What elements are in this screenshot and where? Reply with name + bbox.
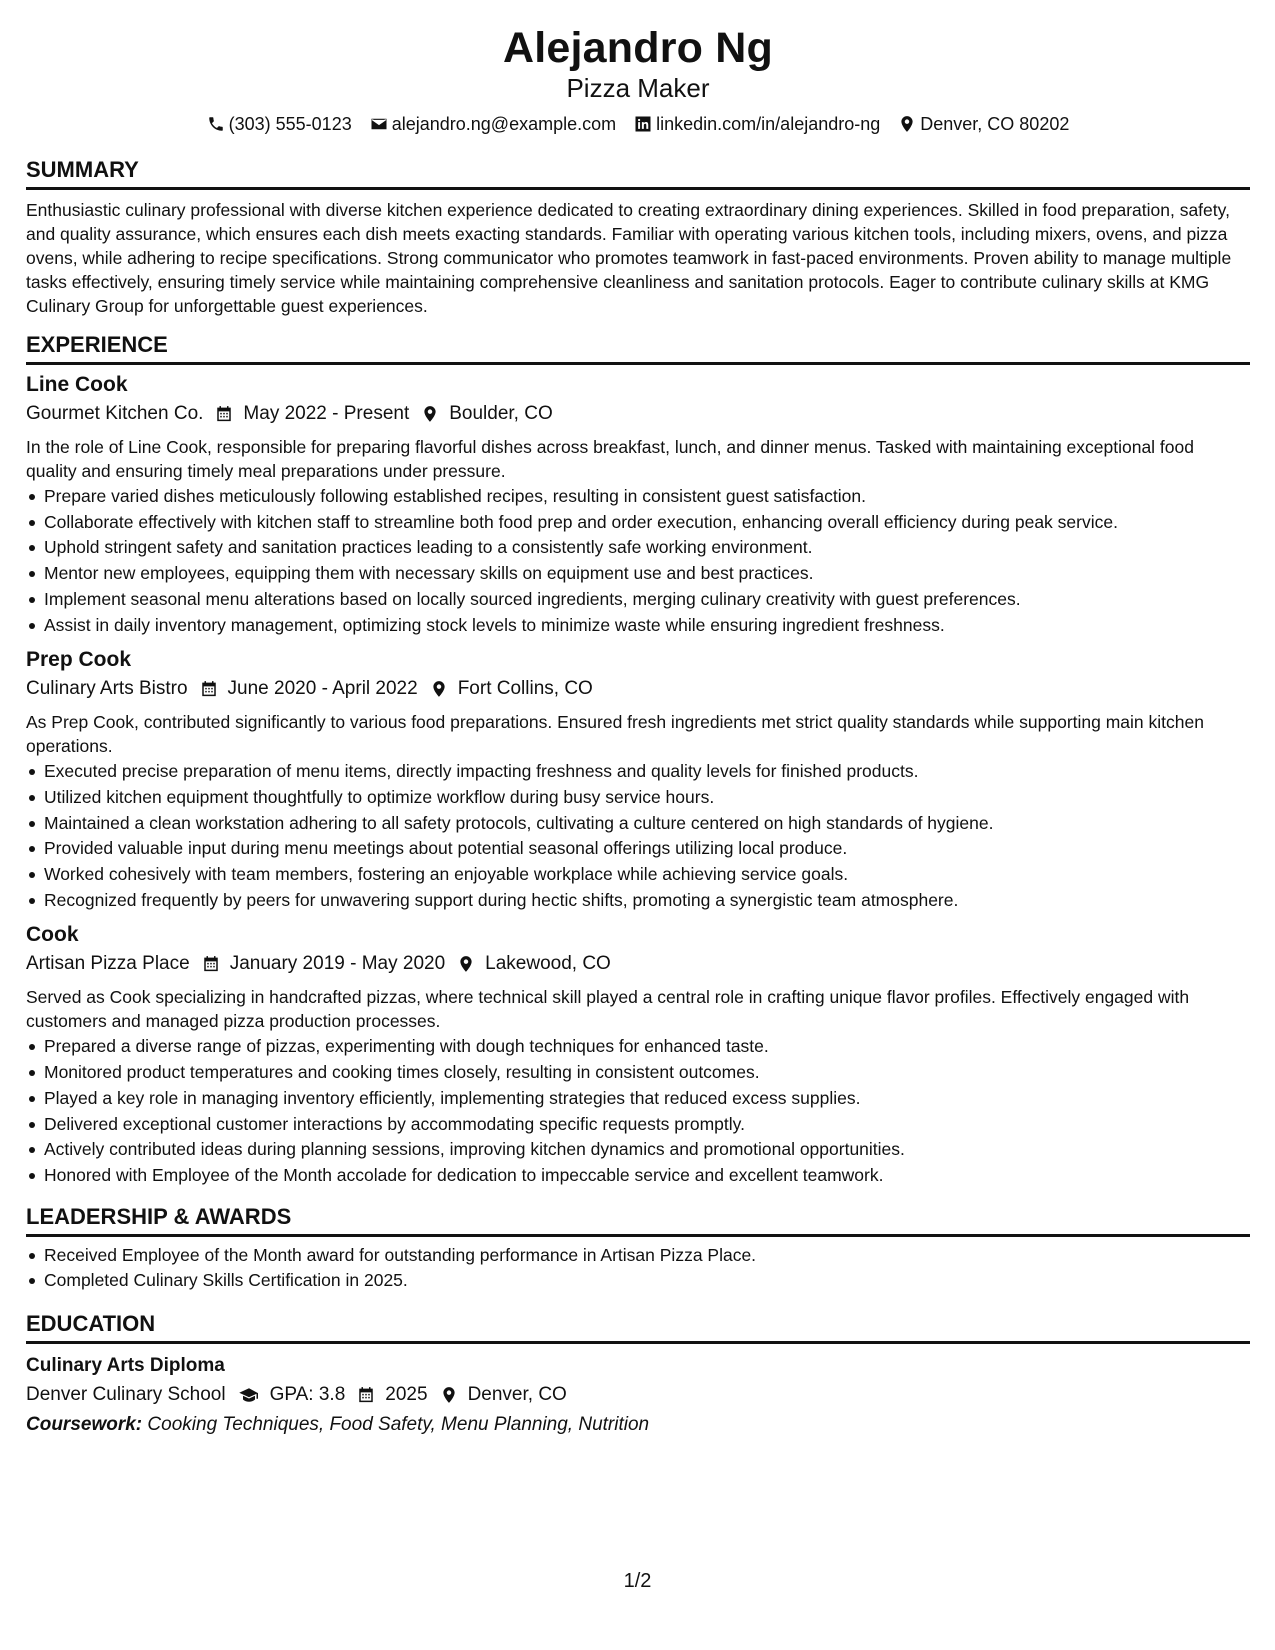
job-dates: [215, 399, 409, 429]
envelope-icon: [370, 115, 388, 133]
list-item: Provided valuable input during menu meetings about potential seasonal offerings utilizing local produce.: [26, 836, 1250, 862]
coursework-label: Coursework:: [26, 1414, 143, 1436]
calendar-icon: [202, 955, 220, 973]
list-item: Executed precise preparation of menu items, directly impacting freshness and quality levels for finished products.: [26, 759, 1250, 785]
leadership-bullets: [26, 1243, 1250, 1294]
contact-bar: [26, 112, 1250, 136]
phone-icon: [207, 115, 225, 133]
education-school: Denver Culinary School: [26, 1384, 226, 1406]
contact-phone[interactable]: [207, 112, 352, 136]
map-pin-icon: [440, 1386, 458, 1404]
section-title-experience: EXPERIENCE: [26, 331, 1250, 365]
list-item: Honored with Employee of the Month accolade for dedication to impeccable service and excellent teamwork.: [26, 1163, 1250, 1189]
contact-phone-text: (303) 555-0123: [228, 114, 352, 134]
section-title-summary: SUMMARY: [26, 156, 1250, 190]
calendar-icon: [215, 405, 233, 423]
job-dates-text: January 2019 - May 2020: [229, 953, 446, 975]
page-number: 1/2: [623, 1570, 652, 1592]
map-pin-icon: [898, 115, 916, 133]
list-item: Monitored product temperatures and cooking times closely, resulting in consistent outcomes.: [26, 1060, 1250, 1086]
list-item: Delivered exceptional customer interactions by accommodating specific requests promptly.: [26, 1112, 1250, 1138]
job-company: Culinary Arts Bistro: [26, 678, 188, 700]
job-title: Cook: [26, 923, 79, 947]
job-location: [421, 399, 553, 429]
job-dates-text: May 2022 - Present: [243, 403, 410, 424]
job-entry: [26, 921, 1250, 1188]
graduation-cap-icon: [238, 1386, 260, 1404]
list-item: Played a key role in managing inventory efficiently, implementing strategies that reduced excess supplies.: [26, 1086, 1250, 1112]
education-year: [357, 1380, 427, 1410]
education-year-text: 2025: [385, 1384, 428, 1406]
contact-email-text: alejandro.ng@example.com: [391, 114, 617, 134]
job-dates: [202, 949, 445, 979]
list-item: Mentor new employees, equipping them with necessary skills on equipment use and best practices.: [26, 561, 1250, 587]
education-meta: [26, 1380, 1250, 1410]
job-entry: [26, 371, 1250, 638]
list-item: Utilized kitchen equipment thoughtfully to optimize workflow during busy service hours.: [26, 785, 1250, 811]
education-degree: Culinary Arts Diploma: [26, 1355, 225, 1377]
list-item: Recognized frequently by peers for unwavering support during hectic shifts, promoting a synergistic team atmosphere.: [26, 888, 1250, 914]
job-location: [457, 949, 611, 979]
contact-location-text: Denver, CO 80202: [920, 114, 1070, 134]
experience-section: [26, 331, 1250, 1189]
job-meta: [26, 399, 1250, 429]
job-description: In the role of Line Cook, responsible for preparing flavorful dishes across breakfast, lunch, and dinner menus. Tasked with maintaining exceptional food quality and ensuring timely meal preparations under pressure.: [26, 437, 1194, 481]
list-item: Worked cohesively with team members, fostering an enjoyable workplace while achieving service goals.: [26, 862, 1250, 888]
education-coursework: [26, 1410, 1250, 1440]
job-company: Gourmet Kitchen Co.: [26, 403, 204, 424]
job-bullets: [26, 484, 1250, 638]
contact-linkedin-text: linkedin.com/in/alejandro-ng: [656, 114, 881, 134]
job-dates: [200, 674, 418, 704]
job-location: [430, 674, 593, 704]
list-item: Uphold stringent safety and sanitation practices leading to a consistently safe working environment.: [26, 535, 1250, 561]
map-pin-icon: [457, 955, 475, 973]
resume-page: [26, 0, 1250, 1650]
calendar-icon: [200, 680, 218, 698]
linkedin-icon: [634, 115, 652, 133]
list-item: Implement seasonal menu alterations based on locally sourced ingredients, merging culinary creativity with guest preferences.: [26, 587, 1250, 613]
job-description: As Prep Cook, contributed significantly to various food preparations. Ensured fresh ingredients met strict quality standards while supporting main kitchen operations.: [26, 712, 1204, 757]
job-bullets: [26, 759, 1250, 913]
list-item: Collaborate effectively with kitchen staff to streamline both food prep and order execution, enhancing overall efficiency during peak service.: [26, 510, 1250, 536]
resume-header: [26, 0, 1250, 136]
job-description: Served as Cook specializing in handcrafted pizzas, where technical skill played a central role in crafting unique flavor profiles. Effectively engaged with customers and managed pizza production processes.: [26, 987, 1190, 1032]
list-item: Actively contributed ideas during planning sessions, improving kitchen dynamics and promotional opportunities.: [26, 1137, 1250, 1163]
job-location-text: Fort Collins, CO: [457, 678, 593, 700]
job-location-text: Lakewood, CO: [485, 953, 611, 975]
job-entry: [26, 646, 1250, 913]
coursework-list: Cooking Techniques, Food Safety, Menu Planning, Nutrition: [147, 1414, 650, 1436]
education-gpa-text: GPA: 3.8: [269, 1384, 346, 1406]
job-bullets: [26, 1034, 1250, 1188]
map-pin-icon: [421, 405, 439, 423]
leadership-section: [26, 1203, 1250, 1294]
job-meta: [26, 949, 1250, 979]
education-gpa: [238, 1380, 346, 1410]
job-title: Prep Cook: [26, 648, 132, 672]
section-title-education: EDUCATION: [26, 1310, 1250, 1344]
education-location: [440, 1380, 567, 1410]
list-item: Prepare varied dishes meticulously following established recipes, resulting in consistent guest satisfaction.: [26, 484, 1250, 510]
map-pin-icon: [430, 680, 448, 698]
list-item: Completed Culinary Skills Certification in 2025.: [26, 1268, 1250, 1294]
job-dates-text: June 2020 - April 2022: [227, 678, 418, 700]
list-item: Assist in daily inventory management, optimizing stock levels to minimize waste while ensuring ingredient freshness.: [26, 613, 1250, 639]
list-item: Received Employee of the Month award for outstanding performance in Artisan Pizza Place.: [26, 1243, 1250, 1269]
job-company: Artisan Pizza Place: [26, 953, 190, 975]
candidate-role: Pizza Maker: [566, 73, 710, 103]
section-title-leadership: LEADERSHIP & AWARDS: [26, 1203, 1250, 1237]
summary-text: Enthusiastic culinary professional with diverse kitchen experience dedicated to creating extraordinary dining experiences. Skilled in food preparation, safety, and quality assurance, which ensures each dish meets exacting standards. Familiar with operating various kitchen tools, including mixers, ovens, and pizza ovens, while adhering to recipe specifications. Strong communicator who promotes teamwork in fast-paced environments. Proven ability to manage multiple tasks effectively, ensuring timely service while maintaining comprehensive cleanliness and sanitation protocols. Eager to contribute culinary skills at KMG Culinary Group for unforgettable guest experiences.: [26, 200, 1232, 316]
contact-location: [898, 112, 1069, 136]
job-title: Line Cook: [26, 373, 128, 396]
calendar-icon: [357, 1386, 375, 1404]
contact-linkedin[interactable]: [634, 112, 880, 136]
candidate-name: Alejandro Ng: [503, 24, 773, 72]
list-item: Prepared a diverse range of pizzas, experimenting with dough techniques for enhanced taste.: [26, 1034, 1250, 1060]
education-section: [26, 1310, 1250, 1440]
list-item: Maintained a clean workstation adhering to all safety protocols, cultivating a culture centered on high standards of hygiene.: [26, 811, 1250, 837]
job-meta: [26, 674, 1250, 704]
contact-email[interactable]: [370, 112, 616, 136]
job-location-text: Boulder, CO: [449, 403, 553, 424]
education-location-text: Denver, CO: [467, 1384, 567, 1406]
summary-section: [26, 156, 1250, 318]
